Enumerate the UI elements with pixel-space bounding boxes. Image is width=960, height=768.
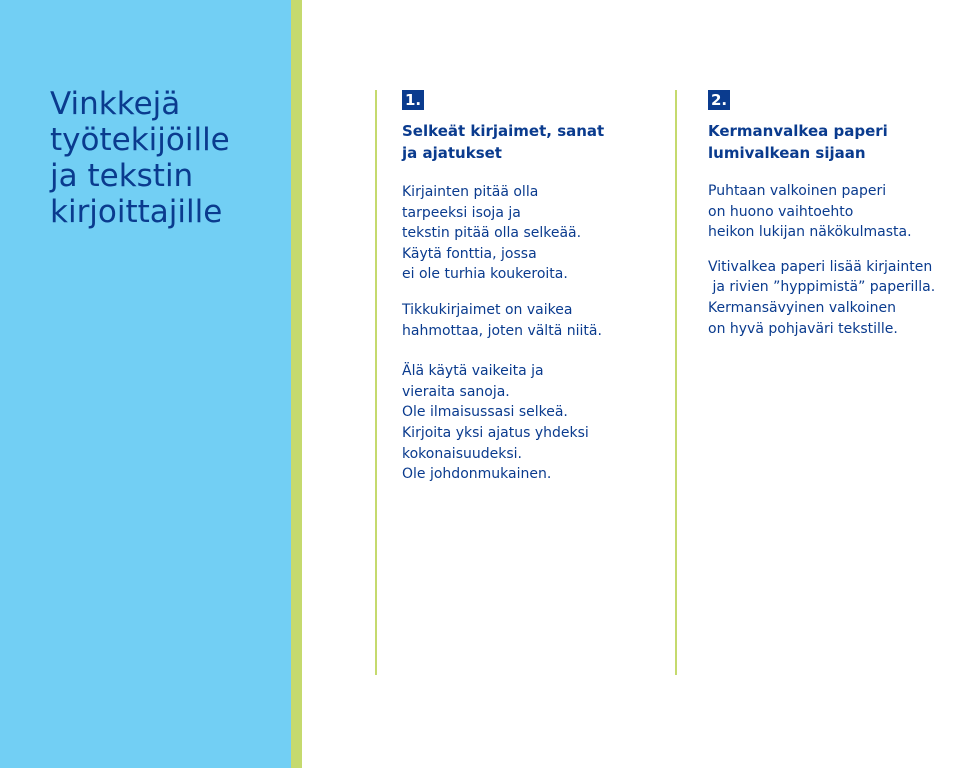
text-line: on hyvä pohjaväri tekstille.	[708, 320, 898, 337]
title-line: Vinkkejä	[50, 86, 181, 122]
title-line: kirjoittajille	[50, 194, 223, 230]
page-title	[50, 86, 250, 230]
section-number-badge: 2.	[708, 90, 730, 110]
section-heading	[402, 120, 652, 164]
section-paragraph	[402, 300, 652, 341]
text-line: Tikkukirjaimet on vaikea	[402, 301, 573, 318]
text-line: hahmottaa, joten vältä niitä.	[402, 322, 602, 339]
text-line: Ole ilmaisussasi selkeä.	[402, 404, 568, 421]
text-line: Vitivalkea paperi lisää kirjainten	[708, 258, 933, 275]
heading-line: lumivalkean sijaan	[708, 144, 866, 162]
section-number-badge: 1.	[402, 90, 424, 110]
text-line: heikon lukijan näkökulmasta.	[708, 224, 912, 241]
title-line: työtekijöille	[50, 122, 230, 158]
section-paragraph	[402, 361, 652, 485]
section-paragraph	[402, 182, 652, 285]
tip-section-2	[708, 90, 960, 339]
column-divider-right	[675, 90, 677, 675]
tip-section-1	[402, 90, 652, 485]
title-line: ja tekstin	[50, 158, 194, 194]
text-line: on huono vaihtoehto	[708, 203, 854, 220]
heading-line: Kermanvalkea paperi	[708, 122, 888, 140]
heading-line: ja ajatukset	[402, 144, 502, 162]
text-line: Puhtaan valkoinen paperi	[708, 183, 887, 199]
text-line: Älä käytä vaikeita ja	[402, 363, 544, 380]
text-line: tarpeeksi isoja ja	[402, 204, 521, 221]
text-line: ei ole turhia koukeroita.	[402, 266, 568, 283]
text-line: vieraita sanoja.	[402, 383, 510, 400]
text-line: Kirjainten pitää olla	[402, 184, 539, 200]
text-line: Kermansävyinen valkoinen	[708, 299, 897, 316]
column-divider-left	[375, 90, 377, 675]
section-paragraph	[708, 257, 960, 339]
section-paragraph	[708, 181, 960, 243]
heading-line: Selkeät kirjaimet, sanat	[402, 122, 605, 140]
section-heading	[708, 120, 960, 164]
text-line: ja rivien ”hyppimistä” paperilla.	[708, 279, 936, 296]
sidebar-accent-stripe	[291, 0, 302, 768]
text-line: Käytä fonttia, jossa	[402, 245, 537, 262]
text-line: Ole johdonmukainen.	[402, 466, 552, 483]
text-line: Kirjoita yksi ajatus yhdeksi	[402, 424, 589, 441]
text-line: kokonaisuudeksi.	[402, 445, 522, 462]
text-line: tekstin pitää olla selkeää.	[402, 225, 582, 242]
